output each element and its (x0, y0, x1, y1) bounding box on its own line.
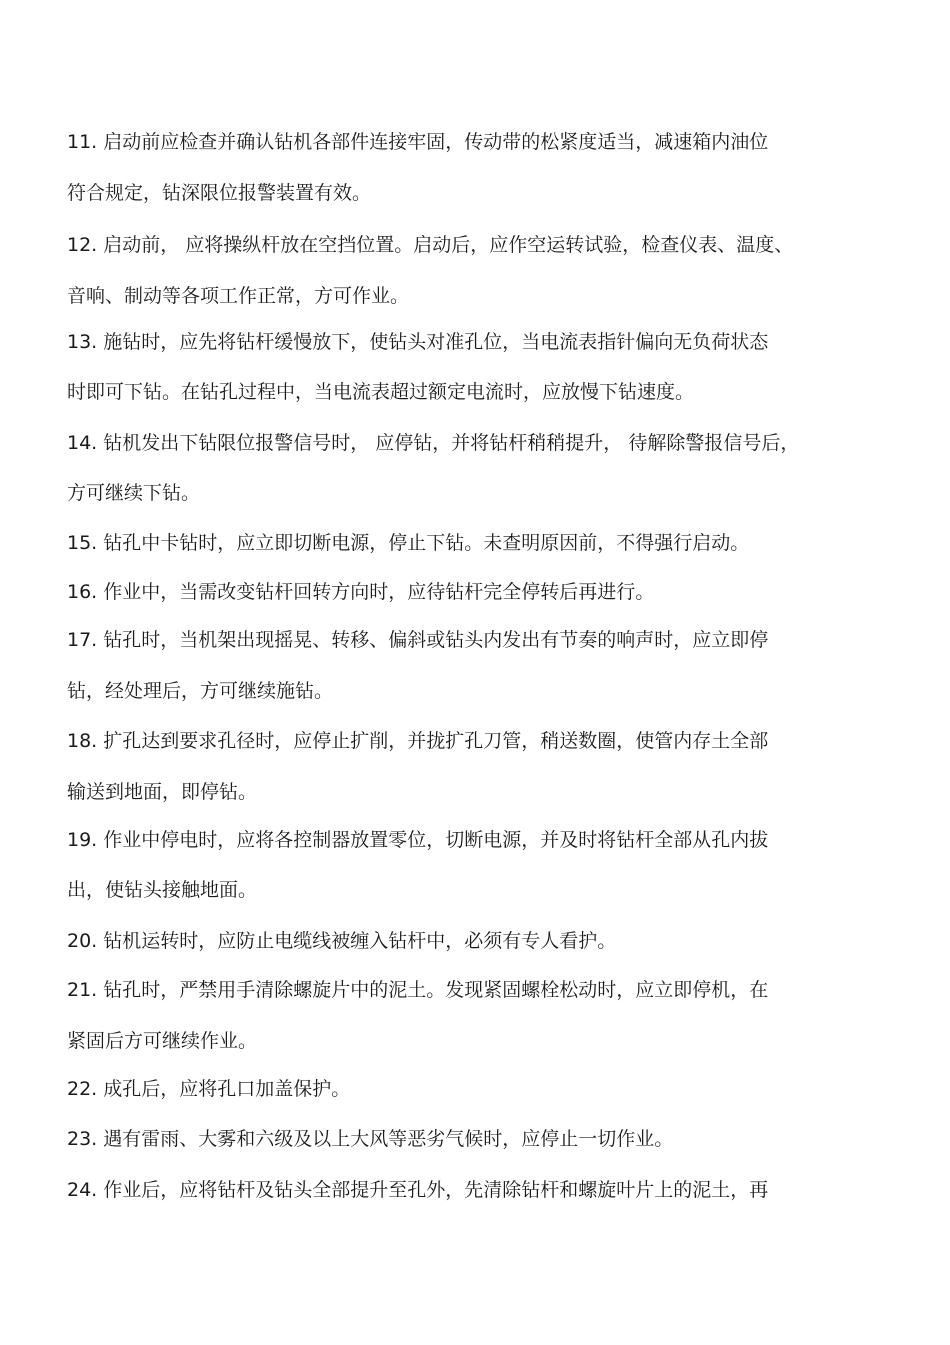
text-line: 21. 钻孔时，严禁用手清除螺旋片中的泥土。发现紧固螺栓松动时，应立即停机，在 (67, 979, 769, 1001)
text-line: 14. 钻机发出下钻限位报警信号时， 应停钻，并将钻杆稍稍提升， 待解除警报信号后， (67, 432, 800, 454)
text-line: 时即可下钻。在钻孔过程中，当电流表超过额定电流时，应放慢下钻速度。 (67, 381, 695, 403)
text-line: 出，使钻头接触地面。 (67, 879, 258, 901)
text-line: 22. 成孔后，应将孔口加盖保护。 (67, 1078, 351, 1100)
text-line: 19. 作业中停电时，应将各控制器放置零位，切断电源，并及时将钻杆全部从孔内拔 (67, 829, 769, 851)
text-line: 紧固后方可继续作业。 (67, 1030, 258, 1052)
text-line: 17. 钻孔时，当机架出现摇晃、转移、偏斜或钻头内发出有节奏的响声时，应立即停 (67, 629, 769, 651)
text-line: 方可继续下钻。 (67, 482, 201, 504)
text-line: 23. 遇有雷雨、大雾和六级及以上大风等恶劣气候时，应停止一切作业。 (67, 1128, 674, 1150)
text-line: 钻，经处理后，方可继续施钻。 (67, 680, 334, 702)
text-line: 18. 扩孔达到要求孔径时，应停止扩削，并拢扩孔刀管，稍送数圈，使管内存土全部 (67, 730, 769, 752)
text-line: 20. 钻机运转时，应防止电缆线被缠入钻杆中，必须有专人看护。 (67, 930, 617, 952)
text-line: 音响、制动等各项工作正常，方可作业。 (67, 285, 410, 307)
text-line: 11. 启动前应检查并确认钻机各部件连接牢固，传动带的松紧度适当，减速箱内油位 (67, 131, 769, 153)
text-line: 12. 启动前， 应将操纵杆放在空挡位置。启动后，应作空运转试验，检查仪表、温度、 (67, 234, 794, 256)
text-line: 输送到地面，即停钻。 (67, 781, 258, 803)
text-line: 24. 作业后，应将钻杆及钻头全部提升至孔外，先清除钻杆和螺旋叶片上的泥土，再 (67, 1179, 769, 1201)
text-line: 符合规定，钻深限位报警装置有效。 (67, 182, 372, 204)
text-line: 13. 施钻时，应先将钻杆缓慢放下，使钻头对准孔位，当电流表指针偏向无负荷状态 (67, 331, 769, 353)
text-line: 16. 作业中，当需改变钻杆回转方向时，应待钻杆完全停转后再进行。 (67, 581, 655, 603)
text-line: 15. 钻孔中卡钻时，应立即切断电源，停止下钻。未查明原因前，不得强行启动。 (67, 532, 750, 554)
